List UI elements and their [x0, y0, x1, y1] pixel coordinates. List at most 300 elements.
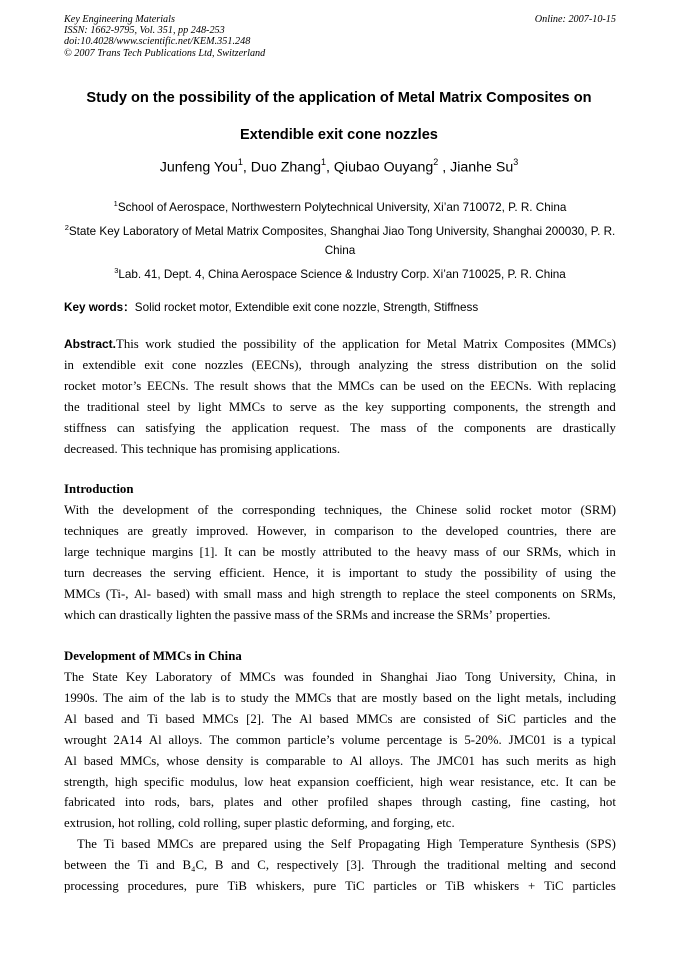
word: (EECNs),: [251, 357, 302, 372]
word: cone: [172, 357, 197, 372]
text-line: [64, 876, 616, 897]
word: exit: [144, 357, 164, 372]
word: whose: [166, 753, 200, 768]
word: and: [554, 857, 573, 872]
word: The: [77, 837, 97, 851]
affiliation-mark: 2: [64, 223, 69, 232]
word: rolling,: [203, 816, 241, 831]
word: procedures,: [127, 878, 187, 893]
word: However,: [257, 523, 307, 538]
word: particles: [373, 878, 417, 893]
word: the: [221, 337, 237, 351]
keywords-text: Solid rocket motor, Extendible exit cone nozzle, Strength, Stiffness: [134, 301, 479, 314]
word: Al: [64, 753, 77, 768]
text-line: [64, 730, 616, 751]
journal-header: [64, 14, 616, 59]
word: the: [274, 690, 290, 705]
word: 1990s.: [64, 690, 98, 705]
word: can: [98, 607, 117, 622]
word: expansion: [297, 774, 350, 789]
word: large: [64, 544, 90, 559]
word: components,: [453, 399, 519, 414]
word: of: [197, 503, 209, 517]
word: decreases: [92, 565, 142, 580]
text-line: [64, 855, 616, 876]
author-name: Duo Zhang: [250, 159, 321, 176]
word: the: [217, 503, 234, 517]
word: modulus,: [190, 774, 238, 789]
word: SRMs: [335, 607, 368, 622]
word: mass: [380, 420, 407, 435]
word: SRMs,: [526, 544, 562, 559]
word: melting: [507, 857, 547, 872]
word: based: [422, 690, 452, 705]
word: coefficient,: [355, 774, 414, 789]
word: in: [362, 670, 373, 684]
word: (Ti-,: [105, 586, 129, 601]
word: particle’s: [287, 732, 335, 747]
introduction-heading: Introduction: [64, 482, 134, 496]
word: pure: [195, 878, 219, 893]
journal-name: Key Engineering Materials: [64, 14, 175, 25]
word: that: [291, 378, 311, 393]
text-line: [64, 334, 616, 355]
word: of: [303, 337, 314, 351]
word: result: [219, 378, 249, 393]
word: can: [238, 544, 257, 559]
word: wear: [449, 774, 475, 789]
word: important: [348, 565, 399, 580]
word: possibility: [243, 337, 297, 351]
word: analyzing: [358, 357, 409, 372]
word: developed: [445, 523, 499, 538]
word: Composites: [504, 337, 565, 351]
word: of: [220, 670, 232, 684]
word: plastic: [274, 816, 309, 831]
affiliation-mark: 1: [113, 199, 118, 208]
word: based: [83, 753, 113, 768]
word: EECNs.: [146, 378, 189, 393]
word: to: [272, 399, 283, 414]
word: is: [332, 565, 341, 580]
text-line: [64, 542, 616, 563]
word: The: [271, 711, 292, 726]
word: metals,: [525, 690, 563, 705]
word: the: [566, 357, 583, 372]
word: light: [496, 690, 521, 705]
word: margins: [152, 544, 194, 559]
word: are: [600, 523, 616, 538]
text-line: [77, 834, 616, 855]
word: lighten: [175, 607, 212, 622]
author-name: Jianhe Su: [450, 159, 514, 176]
doi-line: doi:10.4028/www.scientific.net/KEM.351.248: [64, 36, 251, 48]
word: high: [114, 774, 138, 789]
word: in: [64, 357, 74, 372]
word: low: [244, 774, 264, 789]
word: to: [406, 565, 417, 580]
word: and: [156, 857, 175, 872]
word: The: [410, 753, 431, 768]
word: on: [562, 586, 576, 601]
word: of: [153, 690, 164, 705]
word: drastically: [119, 607, 173, 622]
word: whiskers,: [255, 878, 305, 893]
word: aim: [128, 690, 148, 705]
abstract-label: Abstract.: [64, 337, 117, 351]
text-line: [64, 813, 616, 834]
word: (SRM): [580, 503, 616, 517]
word: strength,: [64, 774, 109, 789]
word: motor’s: [101, 378, 142, 393]
word: technique: [146, 441, 197, 456]
affiliation-3: [64, 261, 616, 284]
word: drastically: [562, 420, 616, 435]
word: in: [605, 670, 616, 684]
word: high: [593, 753, 616, 768]
word: application: [231, 420, 289, 435]
keywords: [64, 299, 624, 315]
word: greatly: [151, 523, 188, 538]
word: common: [235, 732, 281, 747]
word: respectively: [276, 857, 339, 872]
word: resistance,: [480, 774, 535, 789]
word: Ti: [147, 711, 159, 726]
word: techniques: [64, 523, 119, 538]
word: Through: [372, 857, 417, 872]
word: technique: [95, 544, 146, 559]
word: particles: [523, 711, 567, 726]
word: the: [394, 544, 411, 559]
word: motor: [540, 503, 572, 517]
word: passive: [233, 607, 272, 622]
word: possibility: [484, 565, 538, 580]
word: University,: [499, 670, 556, 684]
word: through: [310, 357, 351, 372]
word: TiC: [345, 878, 365, 893]
text-line: [64, 751, 616, 772]
word: Al: [148, 732, 162, 747]
word: and: [263, 795, 282, 810]
word: and: [288, 586, 307, 601]
author-affiliation-mark: 3: [513, 157, 519, 167]
word: the: [308, 837, 325, 851]
word: the: [98, 503, 114, 517]
word: JMC01: [508, 732, 547, 747]
word: that: [336, 690, 357, 705]
word: nozzles: [204, 357, 244, 372]
word: study: [240, 690, 269, 705]
word: mass: [274, 607, 300, 622]
word: Self: [330, 837, 352, 851]
word: SRMs,: [580, 586, 616, 601]
word: TiB: [445, 878, 465, 893]
word: extrusion,: [64, 816, 115, 831]
development-heading: Development of MMCs in China: [64, 649, 242, 663]
word: using: [273, 837, 302, 851]
word: and: [121, 711, 140, 726]
paper-title-line-2: Extendible exit cone nozzles: [240, 127, 438, 143]
text-line: [64, 500, 616, 521]
word: on: [457, 690, 471, 705]
word: the: [342, 399, 358, 414]
word: second: [580, 857, 616, 872]
word: etc.: [540, 774, 559, 789]
word: Shanghai: [380, 670, 428, 684]
word: it: [316, 565, 325, 580]
word: founded: [311, 670, 354, 684]
word: casting,: [550, 795, 590, 810]
word: MMCs: [295, 690, 332, 705]
word: the: [320, 337, 336, 351]
word: fabricated: [64, 795, 116, 810]
word: by: [177, 399, 191, 414]
word: consisted: [423, 711, 471, 726]
word: This: [116, 337, 139, 351]
word: Ti: [137, 857, 149, 872]
word: for: [405, 337, 421, 351]
word: the: [460, 565, 477, 580]
author-affiliation-mark: 1: [237, 157, 243, 167]
word: hot: [118, 816, 135, 831]
word: is: [553, 732, 562, 747]
word: super: [243, 816, 272, 831]
word: supporting: [391, 399, 446, 414]
word: components: [464, 420, 526, 435]
word: MMCs: [64, 586, 101, 601]
word: replacing: [568, 378, 616, 393]
word: applications.: [275, 441, 341, 456]
word: High: [426, 837, 453, 851]
word: stress: [441, 357, 470, 372]
word: The: [103, 690, 124, 705]
affiliation-2: [64, 218, 616, 260]
word: Chinese: [415, 503, 458, 517]
word: casting,: [471, 795, 511, 810]
word: the: [437, 607, 454, 622]
word: Laboratory: [155, 670, 213, 684]
word: lab: [190, 690, 207, 705]
word: the: [525, 399, 542, 414]
text-line: [64, 418, 616, 439]
word: With: [537, 378, 563, 393]
word: there: [565, 523, 592, 538]
word: heavy: [416, 544, 448, 559]
copyright-line: © 2007 Trans Tech Publications Ltd, Switzerland: [64, 47, 266, 59]
word: the: [114, 857, 130, 872]
author-affiliation-mark: 1: [320, 157, 326, 167]
word: rods,: [154, 795, 180, 810]
word: has: [199, 441, 217, 456]
text-line: [64, 376, 616, 397]
word: rolling,: [137, 816, 175, 831]
word: of: [303, 607, 314, 622]
word: corresponding: [242, 503, 316, 517]
word: Key: [125, 670, 148, 684]
word: request.: [299, 420, 340, 435]
word: This: [120, 441, 144, 456]
word: work: [145, 337, 172, 351]
word: the: [423, 857, 440, 872]
word: shapes: [378, 795, 413, 810]
word: steel: [146, 399, 171, 414]
word: studied: [177, 337, 215, 351]
word: MMCs,: [120, 753, 160, 768]
word: the: [416, 357, 433, 372]
word: Synthesis: [530, 837, 580, 851]
word: Al-: [133, 586, 151, 601]
word: C,: [257, 857, 270, 872]
word: Tong: [464, 670, 492, 684]
word: density: [206, 753, 244, 768]
word: the: [437, 420, 454, 435]
word: be: [403, 378, 416, 393]
word: of: [545, 565, 557, 580]
author-affiliation-mark: 2: [433, 157, 439, 167]
word: can: [379, 378, 398, 393]
word: decreased.: [64, 441, 118, 456]
word: based: [165, 711, 195, 726]
word: JMC01: [437, 753, 475, 768]
word: with: [195, 586, 219, 601]
paper-title-line-1: Study on the possibility of the application of Metal Matrix Composites on: [86, 90, 592, 106]
word: TiC: [544, 878, 564, 893]
word: to: [378, 544, 388, 559]
word: other: [291, 795, 318, 810]
word: countries,: [507, 523, 558, 538]
keywords-label: Key words：: [64, 301, 135, 314]
word: Al: [64, 711, 77, 726]
word: is: [211, 690, 221, 705]
word: between: [64, 857, 107, 872]
word: study: [424, 565, 453, 580]
author-name: Junfeng You: [159, 159, 238, 176]
word: Al: [349, 753, 363, 768]
word: prepared: [222, 837, 268, 851]
word: in: [315, 523, 326, 538]
word: are: [127, 523, 144, 538]
word: such: [505, 753, 530, 768]
word: the: [600, 565, 616, 580]
word: on: [545, 357, 559, 372]
word: a: [568, 732, 575, 747]
word: can: [116, 420, 135, 435]
word: used: [421, 378, 445, 393]
word: which: [64, 607, 96, 622]
word: solid: [590, 357, 616, 372]
word: turn: [64, 565, 85, 580]
word: the: [391, 503, 407, 517]
word: solid: [466, 503, 491, 517]
word: to: [402, 523, 413, 538]
word: bars,: [189, 795, 215, 810]
word: efficient.: [219, 565, 265, 580]
word: be: [603, 774, 616, 789]
word: and: [371, 607, 390, 622]
word: volume: [341, 732, 380, 747]
word: rocket: [499, 503, 532, 517]
affiliation-text: State Key Laboratory of Metal Matrix Composites, Shanghai Jiao Tong University, Shanghai 200030, P. R. China: [68, 224, 616, 257]
word: the: [421, 523, 438, 538]
text-line: [64, 521, 616, 542]
text-line: [64, 563, 616, 584]
word: are: [400, 711, 416, 726]
word: The: [209, 732, 230, 747]
word: Ti: [103, 837, 115, 851]
word: based): [156, 586, 190, 601]
word: +: [528, 878, 536, 893]
word: and: [597, 399, 616, 414]
word: MMCs: [228, 399, 266, 414]
word: the: [316, 378, 333, 393]
word: traditional: [87, 399, 140, 414]
word: techniques,: [324, 503, 383, 517]
word: specific: [144, 774, 184, 789]
text-line: [64, 667, 616, 688]
affiliation-text: School of Aerospace, Northwestern Polytechnical University, Xi’an 710072, P. R. China: [117, 200, 567, 214]
author-separator: ,: [242, 159, 251, 176]
word: light: [197, 399, 222, 414]
word: hot: [599, 795, 616, 810]
word: fine: [520, 795, 541, 810]
word: using: [564, 565, 593, 580]
word: application: [342, 337, 400, 351]
word: B: [214, 857, 224, 872]
word: strength: [340, 586, 382, 601]
word: 2A14: [113, 732, 142, 747]
word: of: [478, 711, 490, 726]
word: serving: [173, 565, 212, 580]
text-line: [64, 772, 616, 793]
word: of: [416, 420, 428, 435]
word: It: [565, 774, 574, 789]
word: as: [575, 753, 587, 768]
word: The: [349, 420, 370, 435]
word: replace: [402, 586, 440, 601]
word: It: [224, 544, 232, 559]
word: With: [64, 503, 90, 517]
word: (MMCs): [571, 337, 616, 351]
word: and: [231, 857, 250, 872]
word: MMCs: [157, 837, 194, 851]
word: key: [365, 399, 384, 414]
word: the: [205, 420, 222, 435]
word: MMCs: [337, 378, 375, 393]
word: 5-20%.: [464, 732, 502, 747]
word: the: [475, 690, 492, 705]
word: MMCs: [202, 711, 239, 726]
word: EECNs.: [490, 378, 532, 393]
word: Matrix: [463, 337, 498, 351]
word: are: [200, 837, 216, 851]
word: extendible: [82, 357, 136, 372]
word: alloys.: [168, 732, 203, 747]
text-line: [64, 688, 616, 709]
word: Jiao: [436, 670, 457, 684]
word: to: [332, 753, 343, 768]
word: has: [481, 753, 499, 768]
word: TiB: [227, 878, 247, 893]
word: the: [317, 607, 333, 622]
word: the: [444, 586, 461, 601]
word: State: [92, 670, 118, 684]
word: Al: [299, 711, 313, 726]
word: SRMs’: [456, 607, 493, 622]
word: small: [223, 586, 252, 601]
word: are: [536, 420, 553, 435]
word: The: [64, 670, 84, 684]
word: the: [600, 711, 616, 726]
